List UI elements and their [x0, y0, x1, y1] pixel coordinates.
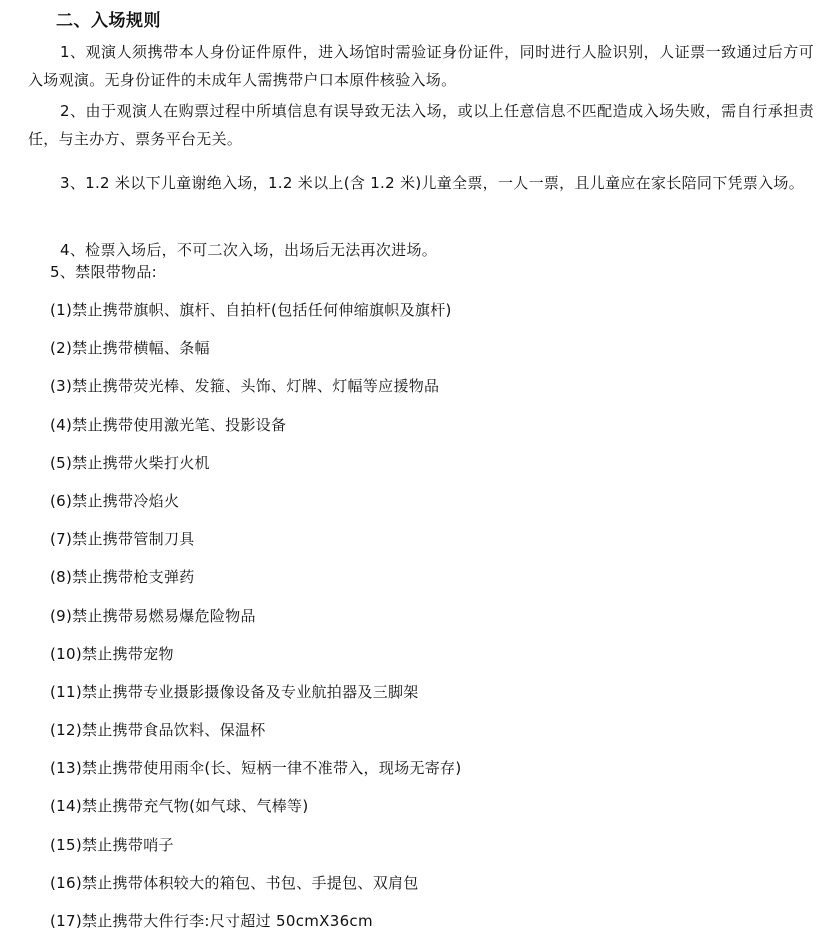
prohibited-item-14: (14)禁止携带充气物(如气球、气棒等)	[50, 797, 309, 816]
prohibited-item-15: (15)禁止携带哨子	[50, 835, 174, 854]
prohibited-item-11: (11)禁止携带专业摄影摄像设备及专业航拍器及三脚架	[50, 682, 419, 701]
prohibited-items-title: 5、禁限带物品:	[50, 263, 157, 281]
rule-paragraph-3: 3、1.2 米以下儿童谢绝入场，1.2 米以上(含 1.2 米)儿童全票，一人一票，且儿童应在家长陪同下凭票入场。	[60, 174, 804, 192]
prohibited-item-13: (13)禁止携带使用雨伞(长、短柄一律不准带入，现场无寄存)	[50, 759, 462, 778]
prohibited-item-2: (2)禁止携带横幅、条幅	[50, 339, 210, 358]
prohibited-item-4: (4)禁止携带使用激光笔、投影设备	[50, 415, 287, 434]
section-heading: 二、入场规则	[56, 11, 161, 31]
prohibited-item-1: (1)禁止携带旗帜、旗杆、自拍杆(包括任何伸缩旗帜及旗杆)	[50, 301, 452, 319]
prohibited-item-12: (12)禁止携带食品饮料、保温杯	[50, 721, 266, 740]
prohibited-item-10: (10)禁止携带宠物	[50, 644, 174, 663]
prohibited-item-7: (7)禁止携带管制刀具	[50, 530, 195, 549]
prohibited-item-3: (3)禁止携带荧光棒、发箍、头饰、灯牌、灯幅等应援物品	[50, 377, 440, 396]
prohibited-items-list	[50, 297, 462, 946]
rule-paragraph-1: 1、观演人须携带本人身份证件原件，进入场馆时需验证身份证件，同时进行人脸识别，人证票一致通过后方可入场观演。无身份证件的未成年人需携带户口本原件核验入场。	[28, 43, 814, 89]
prohibited-item-8: (8)禁止携带枪支弹药	[50, 568, 195, 587]
prohibited-item-17: (17)禁止携带大件行李:尺寸超过 50cmX36cm	[50, 912, 373, 930]
rule-paragraph-2: 2、由于观演人在购票过程中所填信息有误导致无法入场，或以上任意信息不匹配造成入场失败，需自行承担责任，与主办方、票务平台无关。	[28, 102, 814, 148]
prohibited-item-5: (5)禁止携带火柴打火机	[50, 453, 210, 472]
rule-paragraph-4: 4、检票入场后，不可二次入场，出场后无法再次进场。	[60, 241, 438, 259]
prohibited-item-6: (6)禁止携带冷焰火	[50, 491, 180, 510]
prohibited-item-9: (9)禁止携带易燃易爆危险物品	[50, 606, 256, 625]
prohibited-item-16: (16)禁止携带体积较大的箱包、书包、手提包、双肩包	[50, 873, 419, 892]
